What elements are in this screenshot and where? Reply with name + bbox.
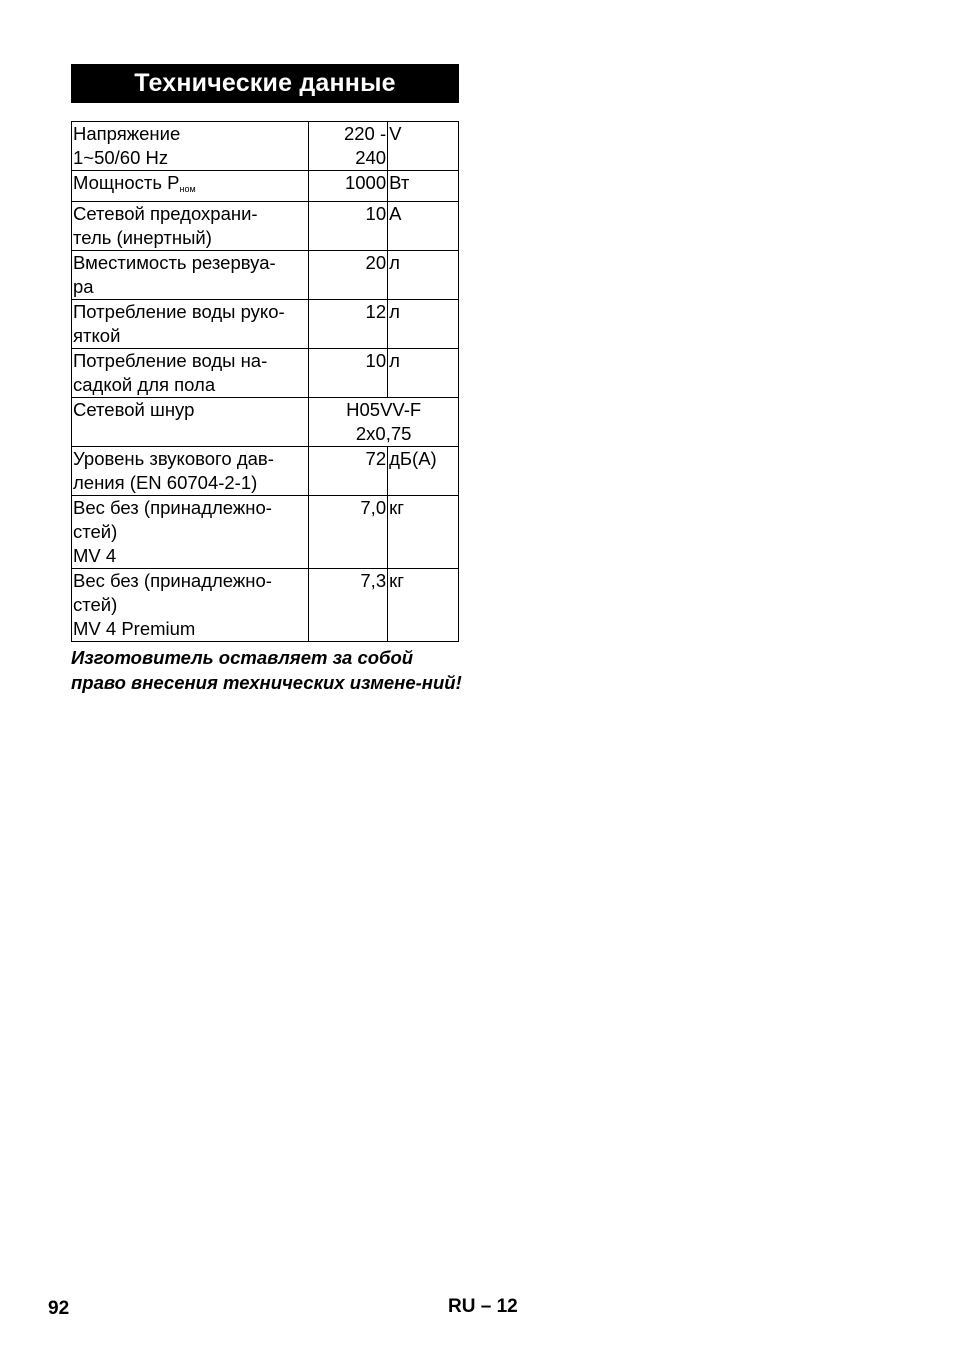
spec-unit: кг (388, 569, 459, 642)
spec-unit: кг (388, 496, 459, 569)
spec-value: 220 - 240 (309, 122, 388, 171)
manufacturer-note: Изготовитель оставляет за собой право внесения технических измене-ний! (71, 647, 462, 693)
section-title: Технические данные (134, 69, 396, 97)
spec-name: Уровень звукового дав- ления (EN 60704-2-1) (72, 447, 309, 496)
table-row (72, 398, 459, 447)
table-row (72, 447, 459, 496)
table-row (72, 349, 459, 398)
table-row (72, 202, 459, 251)
table-row (72, 569, 459, 642)
spec-value: 7,3 (309, 569, 388, 642)
section-title-bar (71, 64, 459, 103)
spec-unit: л (388, 349, 459, 398)
spec-name: Напряжение 1~50/60 Hz (72, 122, 309, 171)
table-row (72, 251, 459, 300)
spec-unit: V (388, 122, 459, 171)
table-row (72, 496, 459, 569)
spec-name: Сетевой шнур (72, 398, 309, 447)
spec-name: Потребление воды на- садкой для пола (72, 349, 309, 398)
spec-value: 72 (309, 447, 388, 496)
spec-name-text: Мощность P (73, 172, 180, 193)
spec-unit: л (388, 300, 459, 349)
spec-name: Вес без (принадлежно- стей) MV 4 (72, 496, 309, 569)
spec-name (72, 171, 309, 202)
table-row (72, 122, 459, 171)
page-number: 92 (48, 1298, 70, 1319)
spec-value: 12 (309, 300, 388, 349)
tech-data-table (71, 121, 459, 642)
language-page-label: RU – 12 (448, 1296, 518, 1317)
spec-value: 1000 (309, 171, 388, 202)
spec-value: 20 (309, 251, 388, 300)
spec-name: Сетевой предохрани- тель (инертный) (72, 202, 309, 251)
spec-value: 7,0 (309, 496, 388, 569)
spec-name: Потребление воды руко- яткой (72, 300, 309, 349)
spec-name-subscript: ном (179, 184, 196, 194)
spec-unit: Вт (388, 171, 459, 202)
spec-value: 10 (309, 202, 388, 251)
spec-unit: л (388, 251, 459, 300)
spec-value: H05VV-F 2x0,75 (309, 398, 459, 447)
spec-name: Вес без (принадлежно- стей) MV 4 Premium (72, 569, 309, 642)
spec-unit: A (388, 202, 459, 251)
spec-unit: дБ(A) (388, 447, 459, 496)
table-row (72, 171, 459, 202)
spec-value: 10 (309, 349, 388, 398)
spec-name: Вместимость резервуа- ра (72, 251, 309, 300)
table-row (72, 300, 459, 349)
